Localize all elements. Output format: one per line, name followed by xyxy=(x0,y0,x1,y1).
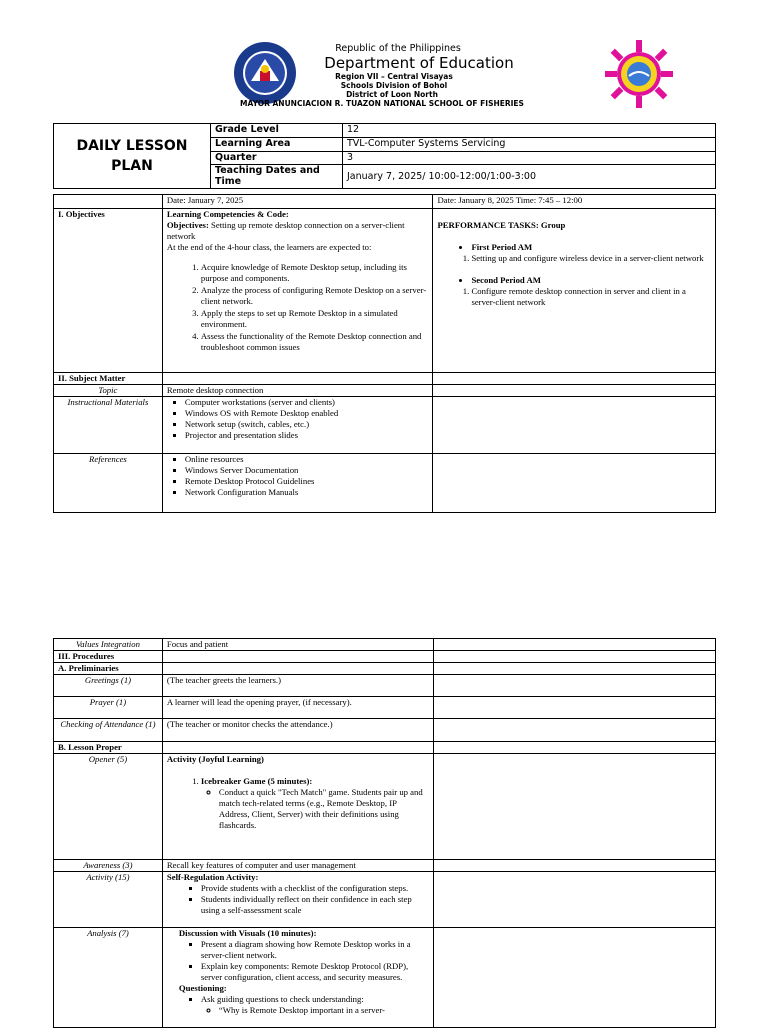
references-label: References xyxy=(54,454,163,513)
objectives-cell xyxy=(162,209,433,373)
values-label: Values Integration xyxy=(54,639,163,651)
objectives-prefix: Objectives: xyxy=(166,220,209,230)
activity-list xyxy=(167,883,429,916)
teaching-dates-label: Teaching Dates and Time xyxy=(211,165,343,189)
quarter-value: 3 xyxy=(343,152,716,165)
analysis-item: ▪ Present a diagram showing how Remote Desktop works in a server-client network. xyxy=(201,939,429,961)
objectives-list xyxy=(167,262,429,353)
second-period: • Second Period AM xyxy=(471,275,711,286)
performance-heading: PERFORMANCE TASKS: Group xyxy=(437,220,566,230)
opener-label: Opener (5) xyxy=(54,754,163,860)
grade-level-value: 12 xyxy=(343,124,716,138)
material-item: ▪ Projector and presentation slides xyxy=(185,430,429,441)
activity-item: ▪ Students individually reflect on their confidence in each step using a self-assessment scale xyxy=(201,894,429,916)
subject-matter-label: II. Subject Matter xyxy=(54,373,163,385)
objectives-body: Setting up remote desktop connection on a server-client network xyxy=(166,220,405,241)
instructional-materials-label: Instructional Materials xyxy=(54,397,163,454)
analysis-label: Analysis (7) xyxy=(54,928,163,1028)
material-item: ▪ Network setup (switch, cables, etc.) xyxy=(185,419,429,430)
reference-item: ▪ Network Configuration Manuals xyxy=(185,487,429,498)
second-task: 1. Configure remote desktop connection in server and client in a server-client network xyxy=(471,286,711,308)
awareness-label: Awareness (3) xyxy=(54,860,163,872)
analysis-heading: Discussion with Visuals (10 minutes): xyxy=(178,928,317,938)
dlp-title-line1: DAILY LESSON xyxy=(76,138,188,154)
school-line: MAYOR ANUNCIACION R. TUAZON NATIONAL SCHOOL OF FISHERIES xyxy=(240,99,524,108)
material-item: ▪ Computer workstations (server and clients) xyxy=(185,397,429,408)
question-item: Ask guiding questions to check understanding: xyxy=(200,994,364,1004)
greetings-label: Greetings (1) xyxy=(54,675,163,697)
lesson-plan-table-page2 xyxy=(53,638,716,1028)
department-line: Department of Education xyxy=(324,54,514,72)
learning-area-value: TVL-Computer Systems Servicing xyxy=(343,138,716,152)
date-col2: Date: January 8, 2025 Time: 7:45 – 12:00 xyxy=(433,195,716,209)
topic-value: Remote desktop connection xyxy=(162,385,433,397)
first-period: • First Period AM xyxy=(471,242,711,253)
values-value: Focus and patient xyxy=(162,639,433,651)
icebreaker-title: Icebreaker Game (5 minutes): xyxy=(200,776,313,786)
reference-item: ▪ Online resources xyxy=(185,454,429,465)
attendance-label: Checking of Attendance (1) xyxy=(54,719,163,742)
activity-heading: Self-Regulation Activity: xyxy=(166,872,259,882)
lesson-proper-label: B. Lesson Proper xyxy=(54,742,163,754)
performance-cell xyxy=(433,209,716,373)
icebreaker-text: ◦ Conduct a quick "Tech Match" game. Students pair up and match tech-related terms (e.g., Remote Desktop, IP Address, Client, Server) with their definitions using flashcards. xyxy=(219,787,429,831)
opener-heading: Activity (Joyful Learning) xyxy=(166,754,264,764)
attendance-value: (The teacher or monitor checks the attendance.) xyxy=(162,719,433,742)
prayer-label: Prayer (1) xyxy=(54,697,163,719)
prayer-value: A learner will lead the opening prayer, (if necessary). xyxy=(162,697,433,719)
republic-line: Republic of the Philippines xyxy=(335,43,461,54)
date-col1: Date: January 7, 2025 xyxy=(162,195,433,209)
objective-item: 2. Analyze the process of configuring Remote Desktop on a server-client network. xyxy=(201,285,429,307)
analysis-list xyxy=(167,939,429,983)
activity-item: ▪ Provide students with a checklist of the configuration steps. xyxy=(201,883,429,894)
analysis-item: ▪ Explain key components: Remote Desktop Protocol (RDP), server configuration, client access, and security measures. xyxy=(201,961,429,983)
awareness-value: Recall key features of computer and user management xyxy=(162,860,433,872)
division-line: Schools Division of Bohol xyxy=(340,81,448,90)
references-list xyxy=(167,454,429,498)
objective-item: 1. Acquire knowledge of Remote Desktop setup, including its purpose and components. xyxy=(201,262,429,284)
reference-item: ▪ Remote Desktop Protocol Guidelines xyxy=(185,476,429,487)
topic-label: Topic xyxy=(54,385,163,397)
questioning-heading: Questioning: xyxy=(178,983,227,993)
objective-item: 3. Apply the steps to set up Remote Desktop in a simulated environment. xyxy=(201,308,429,330)
reference-item: ▪ Windows Server Documentation xyxy=(185,465,429,476)
lc-heading: Learning Competencies & Code: xyxy=(166,209,289,219)
preliminaries-label: A. Preliminaries xyxy=(54,663,163,675)
lesson-plan-table-page1 xyxy=(53,194,716,513)
activity-label: Activity (15) xyxy=(54,872,163,928)
quarter-label: Quarter xyxy=(211,152,343,165)
objectives-intro: At the end of the 4-hour class, the learners are expected to: xyxy=(166,242,372,252)
document-header xyxy=(0,38,768,118)
opener-list xyxy=(167,776,429,831)
procedures-label: III. Procedures xyxy=(54,651,163,663)
first-task: 1. Setting up and configure wireless device in a server-client network xyxy=(471,253,711,264)
teaching-dates-value: January 7, 2025/ 10:00-12:00/1:00-3:00 xyxy=(343,165,716,189)
dlp-title-line2: PLAN xyxy=(111,158,153,174)
objectives-label: I. Objectives xyxy=(54,209,163,373)
sub-question: ◦ “Why is Remote Desktop important in a server- xyxy=(219,1005,429,1016)
learning-area-label: Learning Area xyxy=(211,138,343,152)
region-line: Region VII – Central Visayas xyxy=(335,72,453,81)
district-line: District of Loon North xyxy=(346,90,438,99)
grade-level-label: Grade Level xyxy=(211,124,343,138)
lesson-info-table xyxy=(53,123,716,189)
materials-list xyxy=(167,397,429,441)
greetings-value: (The teacher greets the learners.) xyxy=(162,675,433,697)
material-item: ▪ Windows OS with Remote Desktop enabled xyxy=(185,408,429,419)
objectives-text xyxy=(167,220,429,242)
school-seal-icon xyxy=(605,40,673,108)
dlp-title xyxy=(54,124,211,189)
objective-item: 4. Assess the functionality of the Remote Desktop connection and troubleshoot common issues xyxy=(201,331,429,353)
